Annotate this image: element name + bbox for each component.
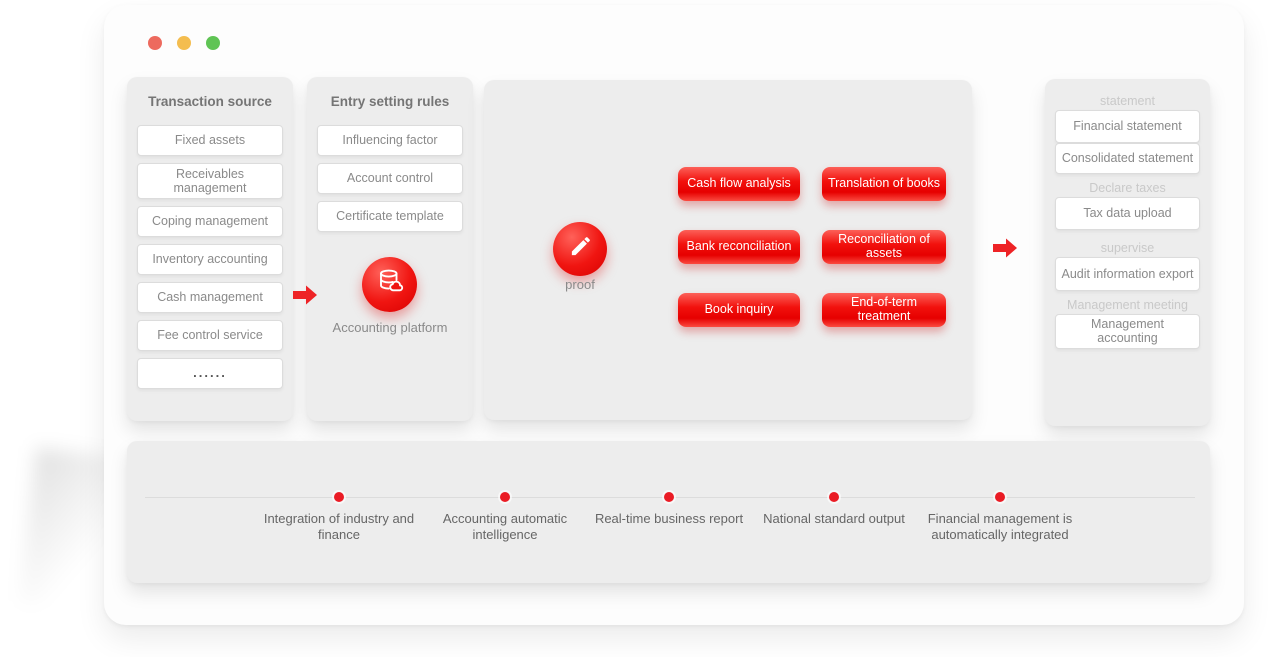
output-item[interactable]: Consolidated statement	[1055, 143, 1200, 174]
source-item-list	[127, 125, 293, 389]
milestone-dot-icon	[829, 492, 839, 502]
output-item[interactable]: Tax data upload	[1055, 197, 1200, 230]
rules-item-list	[307, 125, 473, 232]
process-button-reconciliation-of-assets[interactable]: Reconciliation of assets	[822, 230, 946, 264]
rules-item[interactable]: Certificate template	[317, 201, 463, 232]
process-button-cash-flow-analysis[interactable]: Cash flow analysis	[678, 167, 800, 201]
proof-node	[553, 222, 607, 276]
process-button-book-inquiry[interactable]: Book inquiry	[678, 293, 800, 327]
milestone-dot-icon	[334, 492, 344, 502]
output-item[interactable]: Management accounting	[1055, 314, 1200, 349]
accounting-platform-node	[362, 257, 417, 312]
output-section-label: Management meeting	[1067, 298, 1188, 312]
source-item[interactable]: Cash management	[137, 282, 283, 313]
process-button-grid	[678, 167, 946, 327]
rules-item[interactable]: Account control	[317, 163, 463, 194]
accounting-platform-label: Accounting platform	[332, 320, 448, 335]
panel-entry-setting-rules	[307, 77, 473, 421]
source-item[interactable]: Receivables management	[137, 163, 283, 199]
panel-title: Transaction source	[148, 94, 272, 109]
rules-item[interactable]: Influencing factor	[317, 125, 463, 156]
window-controls	[148, 36, 220, 50]
arrow-right-icon	[293, 285, 318, 305]
output-item[interactable]: Audit information export	[1055, 257, 1200, 291]
arrow-right-icon	[993, 238, 1018, 258]
output-section-label: supervise	[1100, 241, 1155, 255]
milestone-label: Accounting automatic intelligence	[442, 511, 568, 543]
source-item[interactable]: Fee control service	[137, 320, 283, 351]
milestone-dot-icon	[664, 492, 674, 502]
milestone-label: Integration of industry and finance	[263, 511, 415, 543]
proof-label: proof	[565, 277, 595, 292]
source-item[interactable]: Fixed assets	[137, 125, 283, 156]
panel-title: Entry setting rules	[330, 94, 450, 109]
minimize-window-icon[interactable]	[177, 36, 191, 50]
source-item[interactable]: Inventory accounting	[137, 244, 283, 275]
process-button-bank-reconciliation[interactable]: Bank reconciliation	[678, 230, 800, 264]
window-card	[104, 5, 1244, 625]
panel-transaction-source	[127, 77, 293, 421]
milestone-label: National standard output	[763, 511, 905, 526]
milestone-dot-icon	[500, 492, 510, 502]
process-button-translation-of-books[interactable]: Translation of books	[822, 167, 946, 201]
milestone-label: Real-time business report	[594, 511, 744, 526]
milestone-label: Financial management is automatically integrated	[927, 511, 1073, 543]
database-cloud-icon	[375, 267, 405, 302]
pencil-icon	[567, 234, 593, 265]
output-section-label: statement	[1100, 94, 1155, 108]
panel-output	[1045, 79, 1210, 426]
output-item[interactable]: Financial statement	[1055, 110, 1200, 143]
panel-timeline	[127, 441, 1210, 583]
process-button-end-of-term-treatment[interactable]: End-of-term treatment	[822, 293, 946, 327]
milestone-dot-icon	[995, 492, 1005, 502]
close-window-icon[interactable]	[148, 36, 162, 50]
source-item[interactable]: Coping management	[137, 206, 283, 237]
source-item-more[interactable]: ......	[137, 358, 283, 389]
maximize-window-icon[interactable]	[206, 36, 220, 50]
output-section-label: Declare taxes	[1089, 181, 1166, 195]
